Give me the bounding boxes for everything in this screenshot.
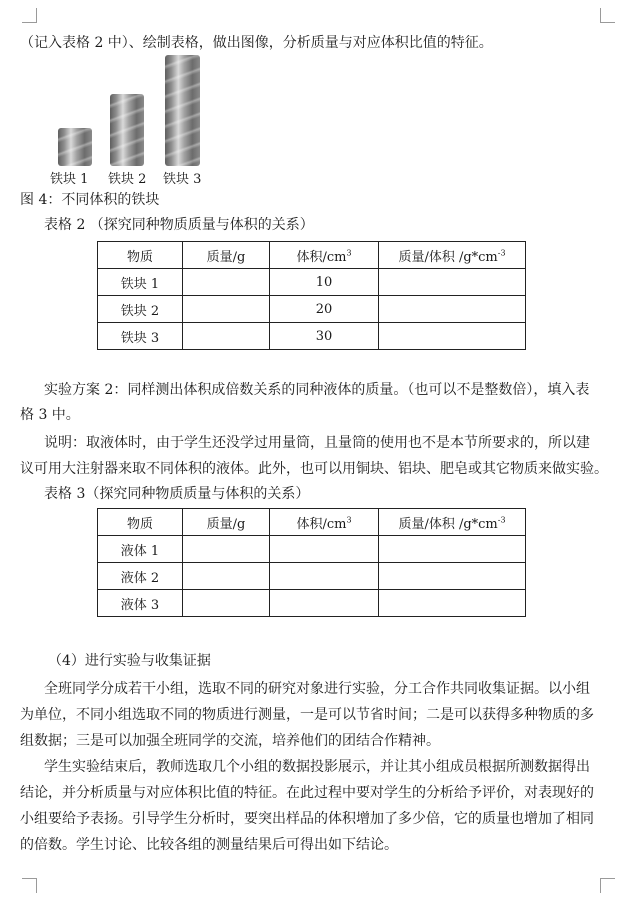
superscript: -3 xyxy=(497,248,506,258)
paragraph-line: 学生实验结束后，教师选取几个小组的数据投影展示，并让其小组成员根据所测数据得出 xyxy=(44,759,590,775)
figure-caption: 图 4：不同体积的铁块 xyxy=(20,192,160,208)
table-row xyxy=(98,590,526,617)
header-mass: 质量/g xyxy=(183,242,270,269)
page-corner-mark xyxy=(600,8,615,23)
cell-volume: 10 xyxy=(270,269,379,296)
table-header-row xyxy=(98,509,526,536)
cell-volume xyxy=(270,563,379,590)
cell-substance: 铁块 1 xyxy=(98,269,183,296)
header-mass: 质量/g xyxy=(183,509,270,536)
table-row xyxy=(98,563,526,590)
cell-mass xyxy=(183,269,270,296)
iron-block-2-image xyxy=(110,94,144,166)
table3-title: 表格 3（探究同种物质质量与体积的关系） xyxy=(44,486,310,502)
note-paragraph: 说明：取液体时，由于学生还没学过用量筒，且量筒的使用也不是本节所要求的，所以建 xyxy=(44,435,590,451)
iron-block-1-image xyxy=(58,128,92,166)
paragraph-line: 小组要给予表扬。引导学生分析时，要突出样品的体积增加了多少倍，它的质量也增加了相同 xyxy=(20,811,594,827)
cell-mass xyxy=(183,563,270,590)
figure-label: 铁块 3 xyxy=(163,172,202,187)
cell-ratio xyxy=(379,590,526,617)
page-corner-mark xyxy=(22,8,37,23)
plan2-paragraph: 格 3 中。 xyxy=(20,407,80,423)
table-row xyxy=(98,536,526,563)
header-substance: 物质 xyxy=(98,242,183,269)
paragraph-line: 组数据；三是可以加强全班同学的交流，培养他们的团结合作精神。 xyxy=(20,733,440,749)
cell-ratio xyxy=(379,536,526,563)
cell-volume: 20 xyxy=(270,296,379,323)
iron-block-3-image xyxy=(165,55,200,166)
table2 xyxy=(97,241,526,350)
cell-ratio xyxy=(379,296,526,323)
superscript: 3 xyxy=(346,515,352,525)
cell-volume xyxy=(270,590,379,617)
table2-title: 表格 2 （探究同种物质质量与体积的关系） xyxy=(44,217,314,233)
figure-label: 铁块 2 xyxy=(108,172,147,187)
header-ratio xyxy=(379,242,526,269)
header-volume-text: 体积/cm xyxy=(296,249,347,265)
cell-substance: 铁块 2 xyxy=(98,296,183,323)
section-heading: （4）进行实验与收集证据 xyxy=(48,653,211,669)
note-paragraph: 议可用大注射器来取不同体积的液体。此外，也可以用铜块、铝块、肥皂或其它物质来做实验。 xyxy=(20,461,608,477)
cell-ratio xyxy=(379,269,526,296)
cell-substance: 液体 3 xyxy=(98,590,183,617)
table-row xyxy=(98,296,526,323)
cell-volume: 30 xyxy=(270,323,379,350)
paragraph-line: 的倍数。学生讨论、比较各组的测量结果后可得出如下结论。 xyxy=(20,837,398,853)
superscript: 3 xyxy=(346,248,352,258)
intro-line: （记入表格 2 中）、绘制表格，做出图像，分析质量与对应体积比值的特征。 xyxy=(20,35,493,51)
page-corner-mark xyxy=(22,878,37,893)
cell-ratio xyxy=(379,323,526,350)
cell-mass xyxy=(183,536,270,563)
header-volume xyxy=(270,242,379,269)
header-volume xyxy=(270,509,379,536)
cell-mass xyxy=(183,323,270,350)
header-ratio-text: 质量/体积 /g*cm xyxy=(398,516,498,532)
cell-mass xyxy=(183,590,270,617)
cell-substance: 铁块 3 xyxy=(98,323,183,350)
cell-mass xyxy=(183,296,270,323)
header-ratio xyxy=(379,509,526,536)
cell-substance: 液体 1 xyxy=(98,536,183,563)
plan2-paragraph: 实验方案 2：同样测出体积成倍数关系的同种液体的质量。（也可以不是整数倍），填入表 xyxy=(44,382,590,398)
page-corner-mark xyxy=(600,878,615,893)
paragraph-line: 结论，并分析质量与对应体积比值的特征。在此过程中要对学生的分析给予评价，对表现好的 xyxy=(20,785,594,801)
header-volume-text: 体积/cm xyxy=(296,516,347,532)
table-header-row xyxy=(98,242,526,269)
table-row xyxy=(98,323,526,350)
cell-ratio xyxy=(379,563,526,590)
figure-label: 铁块 1 xyxy=(50,172,89,187)
cell-substance: 液体 2 xyxy=(98,563,183,590)
paragraph-line: 全班同学分成若干小组，选取不同的研究对象进行实验，分工合作共同收集证据。以小组 xyxy=(44,681,590,697)
header-substance: 物质 xyxy=(98,509,183,536)
header-ratio-text: 质量/体积 /g*cm xyxy=(398,249,498,265)
paragraph-line: 为单位，不同小组选取不同的物质进行测量，一是可以节省时间；二是可以获得多种物质的多 xyxy=(20,707,594,723)
table3 xyxy=(97,508,526,617)
table-row xyxy=(98,269,526,296)
superscript: -3 xyxy=(497,515,506,525)
cell-volume xyxy=(270,536,379,563)
